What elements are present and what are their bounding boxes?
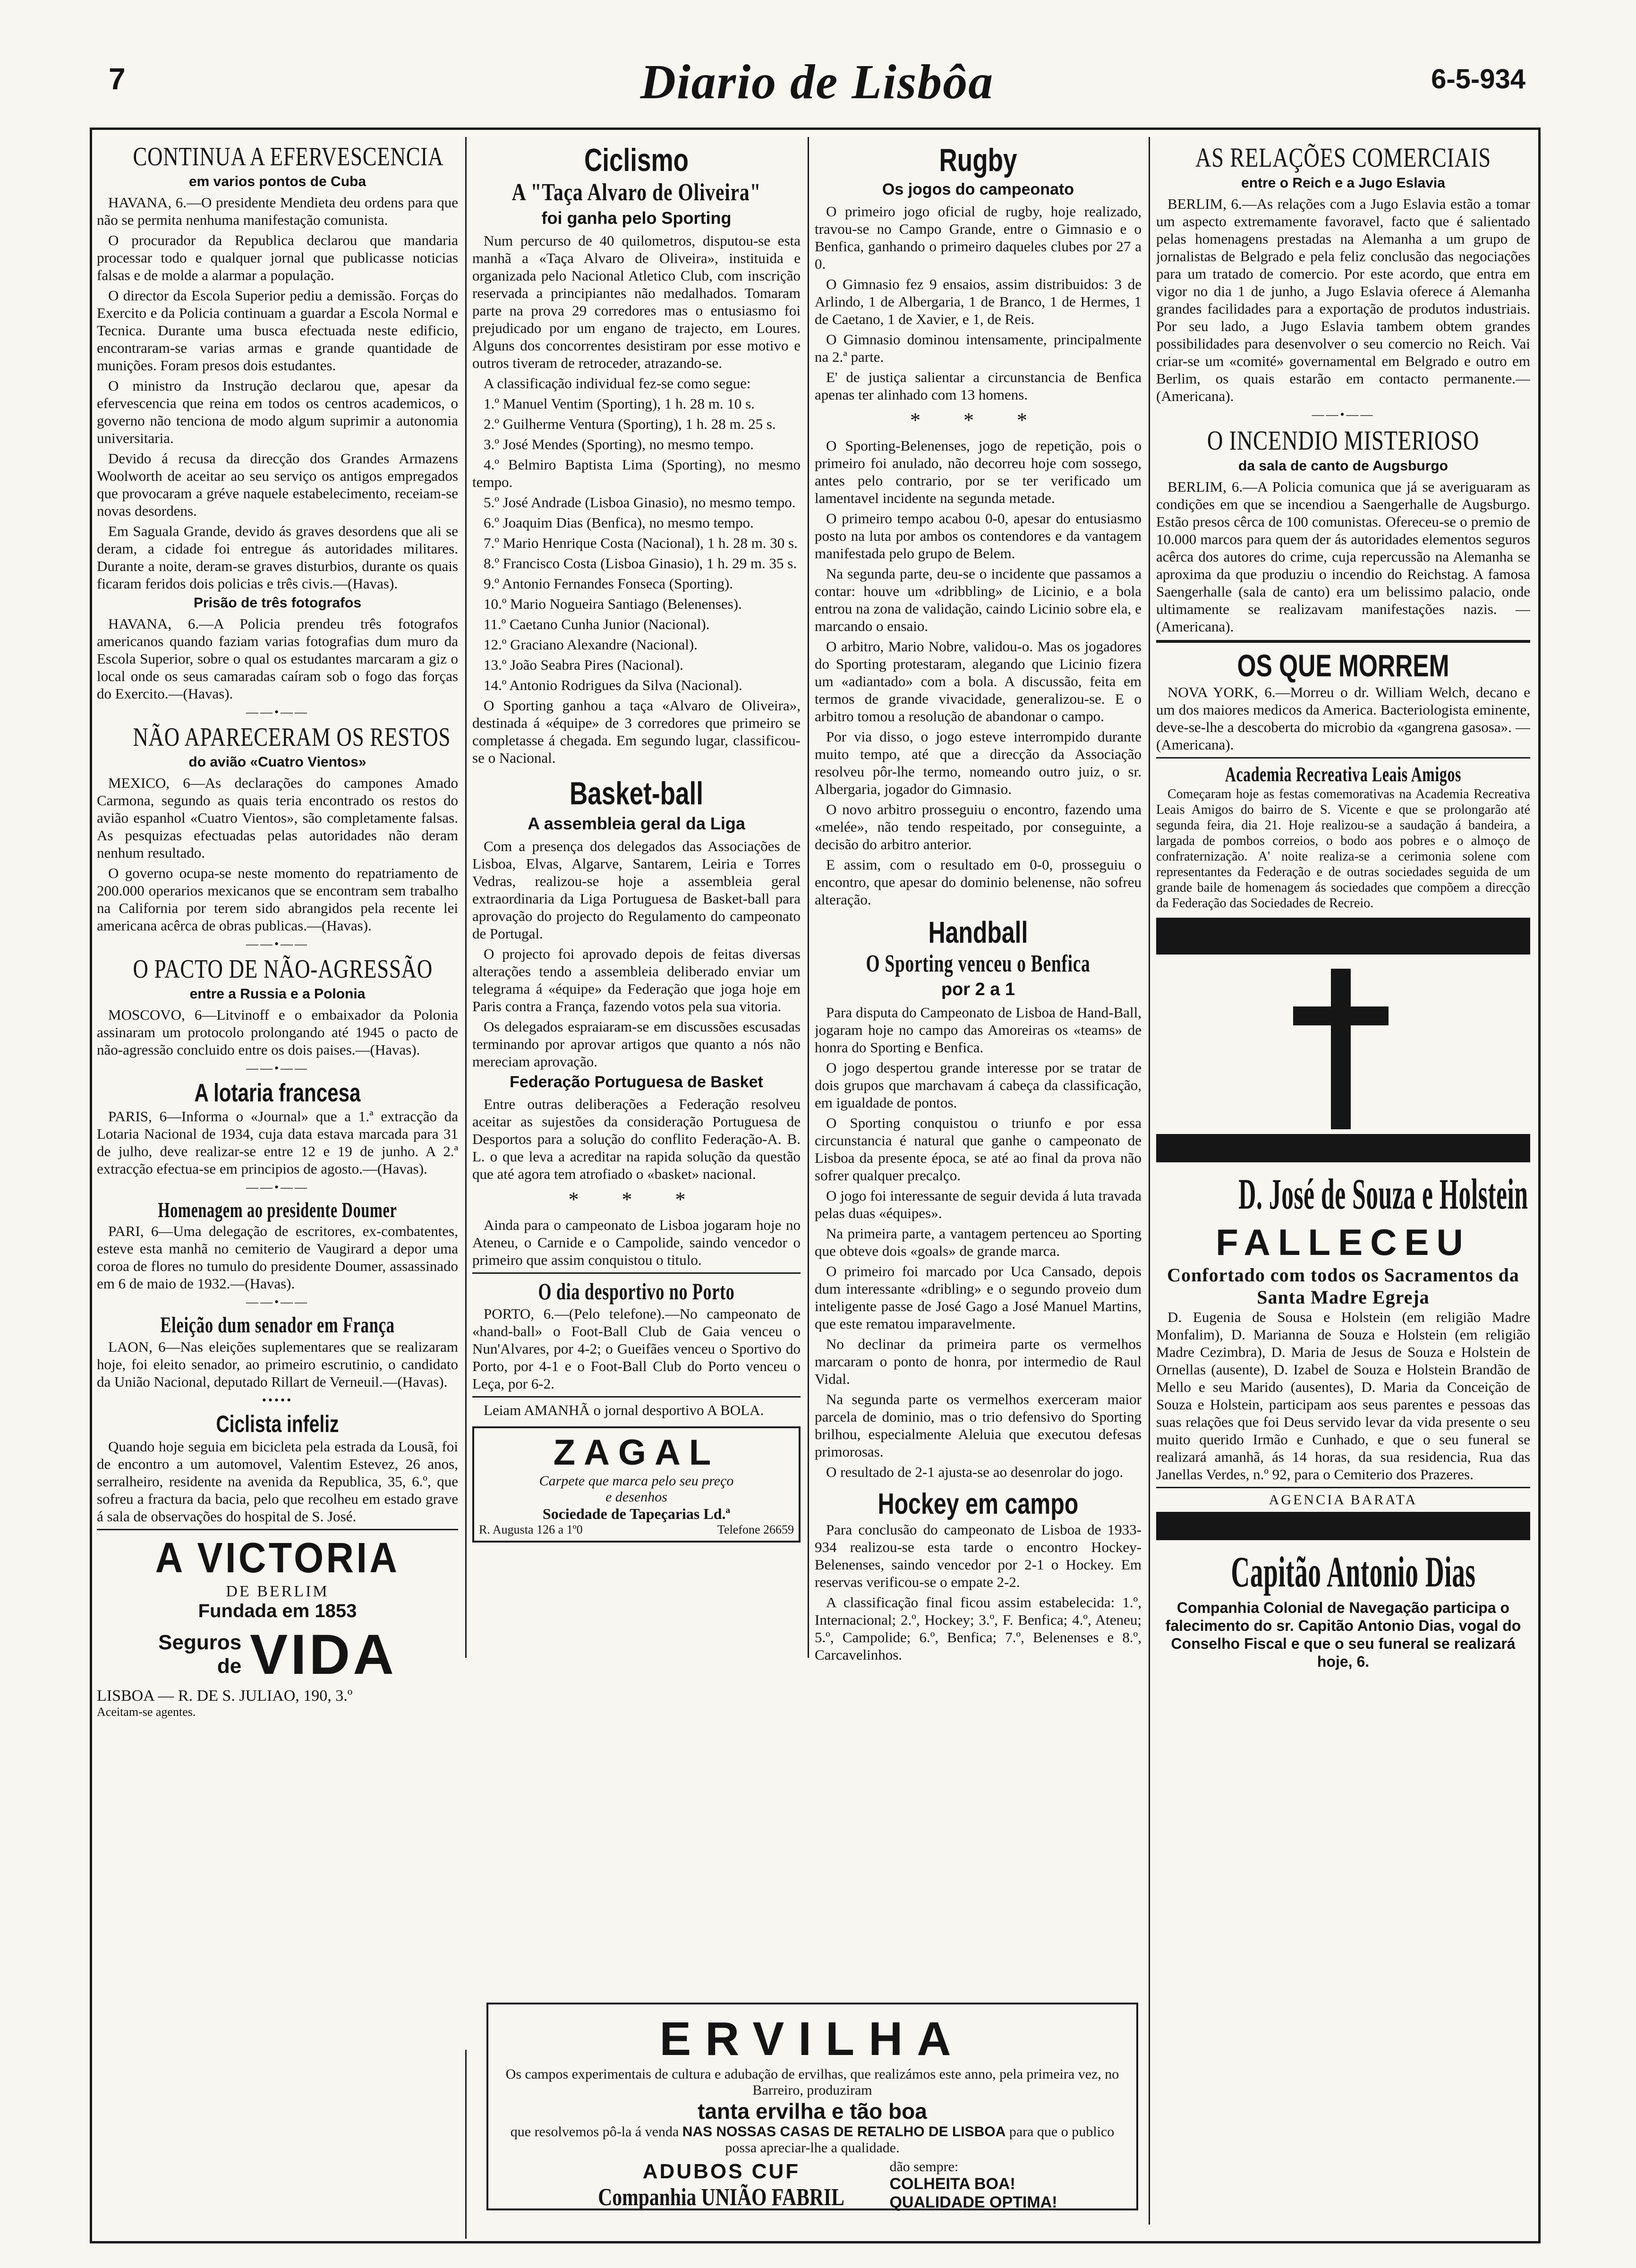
article-paragraph: O jogo foi interessante de seguir devida á luta travada pelas duas «équipes». — [815, 1187, 1142, 1221]
divider — [472, 1272, 801, 1274]
divider — [1156, 757, 1530, 759]
article-paragraph: O resultado de 2-1 ajusta-se ao desenrolar do jogo. — [826, 1464, 1124, 1480]
subheadline: Os jogos do campeonato — [882, 180, 1074, 198]
victoria-brand: A VICTORIA — [155, 1535, 400, 1582]
result-line: 9.º Antonio Fernandes Fonseca (Sporting). — [484, 575, 733, 592]
victoria-line: de — [217, 1654, 242, 1678]
article-paragraph: Começaram hoje as festas comemorativas na Academia Recreativa Leais Amigos do bairro de S. Vicente e que se prolongarão até segunda feira, dia 21. Hoje realizou-se a saudação á bandeira, a largada de pombos correios, o bodo aos pobres e o almoço de confraternização. A' noite realiza-se a cerimonia solene com representantes da Federação e de outras sociedades seguida de um grande baile de homenagem ás sociedades que compõem a direcção da Federação das Sociedades de Recreio. — [1156, 787, 1530, 911]
article-paragraph: O Sporting-Belenenses, jogo de repetição, pois o primeiro foi anulado, não decorreu hoje com sossego, antes pelo contrario, por se ter verificado um lamentavel incidente na segunda metade. — [815, 437, 1142, 506]
ervilha-highlight: tanta ervilha e tão boa — [698, 2099, 927, 2123]
article-paragraph: Num percurso de 40 quilometros, disputou-se esta manhã a «Taça Alvaro de Oliveira», instituida e organizada pelo Nacional Atletico Club, com inscrição reservada a principiantes não medalhados. Tomaram parte na prova 29 corredores mas o entusiasmo foi prejudicado por um engano de trajecto, em Loures. Alguns dos concorrentes desistiram por esse motivo e outros tiveram de retroceder, atrazando-se. — [472, 232, 801, 371]
issue-date: 6-5-934 — [1431, 64, 1525, 94]
obituary-falleceu: FALLECEU — [1216, 1221, 1471, 1263]
stars-separator: * * * — [568, 1188, 705, 1211]
separator: ••••• — [262, 1393, 293, 1407]
section-kicker: Rugby — [939, 142, 1017, 178]
column-2 — [472, 142, 801, 1757]
result-line: 5.º José Andrade (Lisboa Ginasio), no mesmo tempo. — [484, 494, 796, 511]
result-line: 3.º José Mendes (Sporting), no mesmo tempo. — [484, 436, 754, 452]
headline: CONTINUA A EFERVESCENCIA — [133, 142, 444, 171]
agency-name: AGENCIA BARATA — [1269, 1492, 1418, 1508]
article-paragraph: HAVANA, 6.—O presidente Mendieta deu ordens para que não se permita nenhuma manifestação comunista. — [97, 194, 458, 228]
result-line: 2.º Guilherme Ventura (Sporting), 1 h. 28 m. 25 s. — [484, 416, 776, 432]
article-paragraph: O Gimnasio fez 9 ensaios, assim distribuidos: 3 de Arlindo, 1 de Albergaria, 1 de Branco, 1 de Hermes, 1 de Caetano, 1 de Xavier, e 1, de Reis. — [815, 276, 1142, 327]
zagal-tagline: Carpete que marca pelo seu preço — [539, 1473, 734, 1489]
ervilha-text: dão sempre: — [889, 2159, 959, 2174]
victoria-vida: VIDA — [250, 1623, 397, 1686]
article-paragraph: O primeiro jogo oficial de rugby, hoje realizado, travou-se no Campo Grande, entre o Gimnasio e o Benfica, ganhando o primeiro daqueles clubes por 27 a 0. — [815, 203, 1142, 272]
ervilha-text: que resolvemos pô-la á venda — [510, 2124, 679, 2140]
section-kicker: Basket-ball — [570, 776, 703, 811]
result-line: 10.º Mario Nogueira Santiago (Belenenses). — [484, 596, 742, 612]
article-paragraph: Na segunda parte, deu-se o incidente que passamos a contar: houve um «dribbling» de Licinio, e a bola entrou na zona de validação, caindo Licinio sobre ela, e marcando o ensaio. — [815, 565, 1142, 634]
article-paragraph: O procurador da Republica declarou que mandaria processar todo e qualquer jornal que publicasse noticias falsas e de molde a alarmar a população. — [97, 232, 458, 283]
separator: ——•—— — [1312, 408, 1375, 421]
article-paragraph: O projecto foi aprovado depois de feitas diversas alterações tendo a assembleia deliberado enviar um telegrama á «équipe» da Federação que joga hoje em Paris contra a França, fazendo votos pela sua vitoria. — [472, 946, 801, 1015]
section-kicker: Handball — [928, 915, 1028, 949]
result-line: 7.º Mario Henrique Costa (Nacional), 1 h. 28 m. 30 s. — [484, 535, 798, 551]
obituary-black-band — [1156, 1512, 1530, 1540]
article-paragraph: Os delegados espraiaram-se em discussões escusadas terminando por aprovar artigos que quanto a nós não mereciam aprovação. — [472, 1018, 801, 1070]
headline: OS QUE MORREM — [1237, 648, 1449, 683]
subheadline: foi ganha pelo Sporting — [541, 208, 732, 228]
obituary-name: Capitão Antonio Dias — [1231, 1548, 1476, 1596]
headline: AS RELAÇÕES COMERCIAIS — [1195, 142, 1491, 173]
article-paragraph: PARIS, 6—Informa o «Journal» que a 1.ª extracção da Lotaria Nacional de 1934, cuja data estava marcada para 31 de julho, deve realizar-se entre 12 e 19 de junho. A 2.ª extracção efectua-se em principios de agosto.—(Havas). — [97, 1108, 458, 1177]
ervilha-ad — [486, 2003, 1138, 2210]
zagal-address: R. Augusta 126 a 1º0 — [479, 1523, 583, 1536]
headline: A "Taça Alvaro de Oliveira" — [511, 179, 761, 206]
bola-note: Leiam AMANHÃ o jornal desportivo A BOLA. — [484, 1402, 764, 1418]
headline: A lotaria francesa — [194, 1079, 361, 1107]
subheadline: por 2 a 1 — [941, 980, 1015, 999]
subheadline: Prisão de três fotografos — [193, 595, 362, 611]
column-3 — [815, 142, 1142, 1757]
headline: O INCENDIO MISTERIOSO — [1207, 425, 1480, 456]
article-paragraph: O arbitro, Mario Nobre, validou-o. Mas os jogadores do Sporting protestaram, alegando que Licinio fizera um «adiantado» com a bola. A discussão, feita em termos de grande vivacidade, generalizou-se. E o arbitro tomou a resolução de abandonar o campo. — [815, 638, 1142, 725]
subheadline: da sala de canto de Augsburgo — [1238, 458, 1448, 474]
ervilha-shops: NAS NOSSAS CASAS DE RETALHO DE LISBOA — [682, 2124, 1006, 2140]
page-number: 7 — [109, 62, 126, 96]
result-line: 11.º Caetano Cunha Junior (Nacional). — [484, 616, 710, 632]
article-paragraph: BERLIM, 6.—A Policia comunica que já se averiguaram as condições em que se incendiou a Saengerhalle de Augsburgo. Estão presos cêrca de 100 comunistas. Ofereceu-se o premio de 10.000 marcos para quem der ás autoridades elementos seguros acêrca dos autores do crime, cuja repercussão na Alemanha se aproxima da que produziu o incendio do Reichstag. A famosa Saengerhalle (sala de canto) era um belissimo palacio, onde ultimamente se realizavam manifestações nazis. — (Americana). — [1156, 478, 1530, 635]
column-4 — [1156, 142, 1530, 2229]
article-paragraph: HAVANA, 6.—A Policia prendeu três fotografos americanos quando faziam varias fotografias dum muro da Escola Superior, sobre o qual os estudantes marcaram a giz o local onde os seus camaradas caíram sob o fogo das forças do Exercito.—(Havas). — [97, 615, 458, 702]
obituary-sacraments: Confortado com todos os Sacramentos da Santa Madre Egreja — [1167, 1264, 1519, 1308]
result-line: 1.º Manuel Ventim (Sporting), 1 h. 28 m. 10 s. — [484, 395, 755, 412]
article-paragraph: MOSCOVO, 6—Litvinoff e o embaixador da Polonia assinaram um protocolo prolongando até 1945 o pacto de não-agressão concluido entre os dois paises.—(Havas). — [97, 1006, 458, 1058]
article-paragraph: O primeiro foi marcado por Uca Cansado, depois dum interessante «dribling» e o segundo proveio dum inteligente passe de José Gago a José Manuel Martins, que este rematou imparavelmente. — [815, 1263, 1142, 1332]
zagal-company: Sociedade de Tapeçarias Ld.ª — [542, 1505, 731, 1522]
ervilha-text: para que o publico possa apreciar-lhe a qualidade. — [725, 2124, 1115, 2156]
article-paragraph: Devido á recusa da direcção dos Grandes Armazens Woolworth de aceitar ao seu serviço os antigos empregados que provocaram a gréve naquele estabelecimento, receiam-se novas desordens. — [97, 450, 458, 519]
article-paragraph: Por via disso, o jogo esteve interrompido durante muito tempo, até que a direcção da Associação resolveu pôr-lhe termo, nomeando outro juiz, o sr. Albergaria, jogador do Gimnasio. — [815, 728, 1142, 797]
column-rule — [1149, 137, 1150, 2225]
article-paragraph: E assim, com o resultado em 0-0, prosseguiu o encontro, que apesar do dominio belenense, não sofreu alteração. — [815, 856, 1142, 908]
zagal-name: ZAGAL — [553, 1432, 720, 1473]
article-paragraph: A classificação final ficou assim estabelecida: 1.º, Internacional; 2.º, Hockey; 3.º, F. Benfica; 4.º, Ateneu; 5.º, Campolide; 6.º, Benfica; 7.º, Belenenses e 8.º, Carcavelinhos. — [815, 1594, 1142, 1663]
article-paragraph: NOVA YORK, 6.—Morreu o dr. William Welch, decano e um dos maiores medicos da America. Bacteriologista eminente, deve-se-lhe a descoberta do microbio da «gangrena gasosa». — (Americana). — [1156, 684, 1530, 753]
obituary-black-band — [1156, 1134, 1530, 1162]
victoria-address: LISBOA — R. DE S. JULIAO, 190, 3.º — [97, 1687, 353, 1705]
article-paragraph: Para conclusão do campeonato de Lisboa de 1933-934 realizou-se esta tarde o encontro Hockey-Belenenses, saindo vencedor por 2-1 o Hockey. Em reservas verificou-se o empate 2-2. — [815, 1521, 1142, 1590]
result-line: 14.º Antonio Rodrigues da Silva (Nacional). — [484, 677, 742, 693]
victoria-line: Fundada em 1853 — [198, 1601, 357, 1621]
result-line: 8.º Francisco Costa (Lisboa Ginasio), 1 h. 29 m. 35 s. — [484, 555, 797, 571]
article-paragraph: E' de justiça salientar a circunstancia de Benfica apenas ter alinhado com 13 homens. — [815, 369, 1142, 403]
article-paragraph: O Gimnasio dominou intensamente, principalmente na 2.ª parte. — [815, 331, 1142, 365]
stars-separator: * * * — [910, 409, 1046, 432]
headline: NÃO APARECERAM OS RESTOS — [133, 723, 451, 752]
separator: ——•—— — [246, 1295, 309, 1309]
ervilha-text: Os campos experimentais de cultura e adubação de ervilhas, que realizámos este anno, pela primeira vez, no Barreiro, produziram — [505, 2066, 1119, 2098]
section-kicker: Hockey em campo — [878, 1488, 1079, 1520]
article-paragraph: PORTO, 6.—(Pelo telefone).—No campeonato de «hand-ball» o Foot-Ball Club de Gaia venceu o Nun'Alvares, por 4-2; o Gueifães venceu o Sportivo do Porto, por 4-1 e o Foot-Ball Club do Porto venceu o Leça, por 6-2. — [472, 1305, 801, 1392]
zagal-ad — [472, 1426, 801, 1543]
article-paragraph: Em Saguala Grande, devido ás graves desordens que ali se deram, a cidade foi entregue ás autoridades militares. Durante a noite, deram-se graves disturbios, durante os quais ficaram feridos dois policias e três civis.—(Havas). — [97, 523, 458, 592]
ervilha-title: ERVILHA — [659, 2012, 965, 2065]
column-rule — [465, 2050, 467, 2239]
result-line: 12.º Graciano Alexandre (Nacional). — [484, 636, 698, 653]
result-line: 6.º Joaquim Dias (Benfica), no mesmo tempo. — [484, 514, 754, 531]
newspaper-title: Diario de Lisbôa — [640, 55, 994, 109]
victoria-line: DE BERLIM — [226, 1583, 329, 1600]
divider — [97, 1529, 458, 1530]
separator: ——•—— — [246, 937, 309, 951]
column-rule — [465, 137, 467, 1658]
article-paragraph: O director da Escola Superior pediu a demissão. Forças do Exercito e da Policia continuam a guardar a Escola Normal e Tecnica. Durante uma busca efectuada neste edificio, encontraram-se varias armas e grande quantidade de munições. Foram presos dois estudantes. — [97, 287, 458, 374]
result-line: 13.º João Seabra Pires (Nacional). — [484, 657, 683, 673]
article-paragraph: Na primeira parte, a vantagem pertenceu ao Sporting que obteve dois «goals» de grande marca. — [815, 1225, 1142, 1259]
article-paragraph: O governo ocupa-se neste momento do repatriamento de 200.000 operarios mexicanos que se encontram sem trabalho na California por terem sido abrangidos pela recente lei americana acêrca de obras publicas.—(Havas). — [97, 865, 458, 934]
obituary-name: D. José de Souza e Holstein — [1238, 1170, 1528, 1218]
article-paragraph: Ainda para o campeonato de Lisboa jogaram hoje no Ateneu, o Carnide e o Campolide, saindo vencedor o primeiro que assim conquistou o titulo. — [472, 1217, 801, 1268]
masthead — [109, 57, 1525, 113]
article-paragraph: Para disputa do Campeonato de Lisboa de Hand-Ball, jogaram hoje no campo das Amoreiras os «teams» de honra do Sporting e Benfica. — [815, 1004, 1142, 1056]
separator: ——•—— — [246, 705, 309, 719]
article-paragraph: O primeiro tempo acabou 0-0, apesar do entusiasmo posto na luta por ambos os contendores e da vantagem manifestada pelo grupo de Belem. — [815, 510, 1142, 562]
victoria-agents: Aceitam-se agentes. — [97, 1705, 196, 1719]
obituary-text: Companhia Colonial de Navegação participa o falecimento do sr. Capitão Antonio Dias, vogal do Conselho Fiscal e que o seu funeral se realizará hoje, 6. — [1165, 1599, 1521, 1670]
subheadline: Federação Portuguesa de Basket — [510, 1073, 763, 1091]
article-paragraph: O Sporting conquistou o triunfo e por essa circunstancia é natural que ganhe o campeonato de Lisboa da presente época, se até ao final da prova não sofrer qualquer precalço. — [815, 1115, 1142, 1184]
victoria-ad — [97, 1534, 458, 1719]
subheadline: A assembleia geral da Liga — [528, 814, 745, 833]
article-paragraph: Quando hoje seguia em bicicleta pela estrada da Lousã, foi de encontro a um automovel, Valentim Estevez, 26 anos, serralheiro, residente na avenida da Republica, 35, 6.º, que sofreu a fractura da bacia, pelo que recolheu em estado grave á sala de observações do hospital de S. José. — [97, 1438, 458, 1525]
headline: O Sporting venceu o Benfica — [866, 950, 1091, 977]
article-paragraph: No declinar da primeira parte os vermelhos marcaram o ponto de honra, por intermedio de Raul Vidal. — [815, 1336, 1142, 1387]
article-paragraph: PARI, 6—Uma delegação de escritores, ex-combatentes, esteve esta manhã no cemiterio de Vaugirard a depor uma coroa de flores no tumulo do presidente Doumer, assassinado em 6 de maio de 1932.—(Havas). — [97, 1223, 458, 1292]
obituary-text: D. Eugenia de Sousa e Holstein (em religião Madre Monfalim), D. Marianna de Souza e Holstein (em religião Madre Cezimbra), D. Maria de Jesus de Souza e Holstein de Ornellas (ausente), D. Izabel de Souza e Holstein Brandão de Mello e seu Marido (ausentes), D. Maria da Conceição de Souza e Holstein, participam aos seus parentes e pessoas das suas relações que foi Deus servido levar da vida presente o seu muito querido Irmão e Cunhado, e que o seu funeral se realizará amanhã, ás 14 horas, da sua residencia, Rua das Janellas Verdes, n.º 92, para o Cemiterio dos Prazeres. — [1156, 1309, 1530, 1483]
article-paragraph: O novo arbitro prosseguiu o encontro, fazendo uma «melée», não tendo respeitado, por conseguinte, a decisão do arbitro anterior. — [815, 801, 1142, 853]
subheadline: entre o Reich e a Jugo Eslavia — [1241, 175, 1445, 191]
column-1 — [97, 142, 458, 2229]
ervilha-brand: ADUBOS CUF — [642, 2159, 801, 2183]
article-paragraph: Na segunda parte os vermelhos exerceram maior parcela de dominio, mas o trio defensivo do Sporting brilhou, especialmente Aleluia que executou defesas primorosas. — [815, 1391, 1142, 1460]
ervilha-claim: QUALIDADE OPTIMA! — [889, 2193, 1057, 2211]
headline: Academia Recreativa Leais Amigos — [1225, 763, 1462, 786]
article-paragraph: MEXICO, 6—As declarações do campones Amado Carmona, segundo as quais teria encontrado os restos do avião espanhol «Cuatro Vientos», são completamente falsas. As pesquizas efectuadas pelas autoridades não deram nenhum resultado. — [97, 775, 458, 861]
subheadline: em varios pontos de Cuba — [188, 174, 366, 189]
column-rule — [808, 137, 809, 1658]
result-line: 4.º Belmiro Baptista Lima (Sporting), no mesmo tempo. — [472, 456, 801, 490]
article-paragraph: A classificação individual fez-se como segue: — [484, 375, 751, 392]
ervilha-company: Companhia UNIÃO FABRIL — [598, 2183, 845, 2211]
divider — [1156, 640, 1530, 643]
subheadline: do avião «Cuatro Vientos» — [188, 754, 366, 770]
article-paragraph: Com a presença dos delegados das Associações de Lisboa, Elvas, Algarve, Santarem, Leiria e Torres Vedras, realizou-se hoje a assembleia geral extraordinaria da Liga Portuguesa de Basket-ball para aprovação do projecto do Regulamento do campeonato de Portugal. — [472, 838, 801, 942]
article-paragraph: O Sporting ganhou a taça «Alvaro de Oliveira», destinada á «équipe» de 3 corredores que primeiro se completasse á chegada. Em segundo lugar, classificou-se o Nacional. — [472, 697, 801, 766]
ervilha-claim: COLHEITA BOA! — [889, 2175, 1015, 2193]
article-paragraph: LAON, 6—Nas eleições suplementares que se realizaram hoje, foi eleito senador, ao primeiro escrutinio, o candidato da União Nacional, deputado Rillart de Verneuil.—(Havas). — [97, 1339, 458, 1390]
article-paragraph: O ministro da Instrução declarou que, apesar da efervescencia que reina em todos os centros academicos, o governo não tenciona de modo algum suprimir a autonomia universitaria. — [97, 377, 458, 446]
divider — [472, 1396, 801, 1398]
headline: Ciclista infeliz — [216, 1411, 339, 1437]
section-kicker: Ciclismo — [584, 142, 689, 178]
separator: ——•—— — [246, 1180, 309, 1194]
separator: ——•—— — [246, 1061, 309, 1075]
subheadline: entre a Russia e a Polonia — [189, 986, 366, 1002]
zagal-tagline: e desenhos — [605, 1489, 667, 1505]
divider — [1156, 1487, 1530, 1488]
article-paragraph: BERLIM, 6.—As relações com a Jugo Eslavia estão a tomar um aspecto extremamente favoravel, facto que é salientado pelas homenagens prestadas na Alemanha a um grupo de jornalistas de Belgrado e pela feliz conclusão das negociações para um tratado de comercio. Por este acordo, que entra em vigor no dia 1 de junho, a Jugo Eslavia oferece á Alemanha grandes facilidades para a exportação de produtos industriais. Por seu lado, a Jugo Eslavia tambem obtem grandes possibilidades para desenvolver o seu comercio no Reich. Vai criar-se um «comité» governamental em Belgrado e outro em Berlim, os quais estarão em contacto permanente.—(Americana). — [1156, 196, 1530, 404]
headline: Eleição dum senador em França — [160, 1313, 395, 1338]
headline: O PACTO DE NÃO-AGRESSÃO — [133, 955, 433, 984]
article-paragraph: Entre outras deliberações a Federação resolveu aceitar as sujestões da consideração Portuguesa de Desportos para a solução do conflito Federação-A. B. L. o que leva a acreditar na rapida solução da questão que até agora tem atrofiado o «basket» nacional. — [472, 1096, 801, 1182]
victoria-line: Seguros — [158, 1631, 242, 1654]
obituary-black-band — [1156, 918, 1530, 955]
headline: O dia desportivo no Porto — [538, 1278, 735, 1305]
headline: Homenagem ao presidente Doumer — [158, 1198, 397, 1222]
zagal-phone: Telefone 26659 — [717, 1523, 794, 1536]
obituary-cross — [1156, 955, 1530, 1134]
article-paragraph: O jogo despertou grande interesse por se tratar de dois grupos que marchavam á cabeça da classificação, em igualdade de pontos. — [815, 1059, 1142, 1111]
